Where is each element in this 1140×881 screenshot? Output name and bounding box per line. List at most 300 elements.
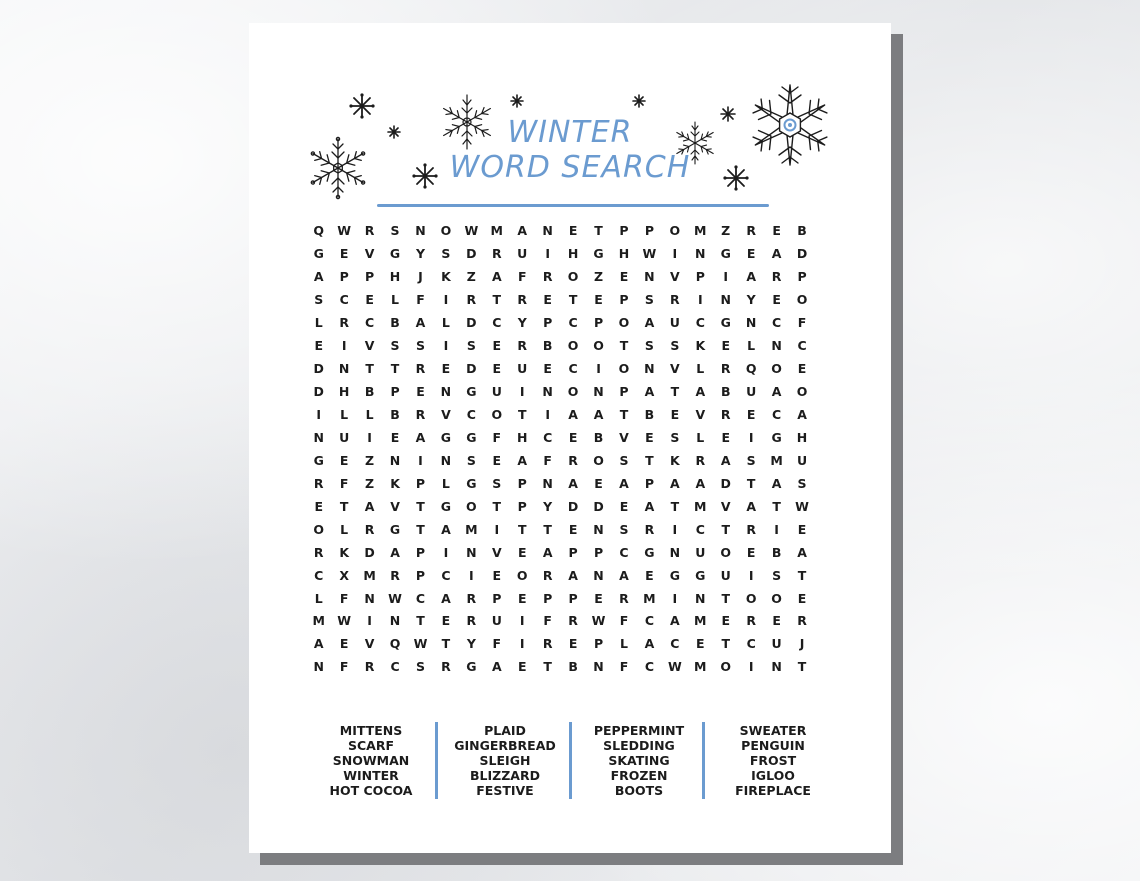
grid-letter: L — [747, 337, 756, 353]
grid-letter: B — [593, 429, 604, 445]
grid-letter: I — [341, 337, 347, 353]
grid-letter: C — [644, 613, 654, 629]
word-item: HOT COCOA — [329, 783, 413, 798]
grid-letter: T — [492, 291, 502, 307]
grid-letter: G — [313, 245, 324, 261]
grid-letter: R — [415, 360, 426, 376]
grid-letter: C — [619, 544, 629, 560]
grid-letter: P — [390, 383, 400, 399]
grid-letter: B — [797, 223, 807, 238]
grid-letter: Z — [365, 475, 375, 491]
word-item: FIREPLACE — [735, 783, 811, 798]
grid-letter: R — [568, 613, 578, 629]
grid-letter: F — [339, 659, 349, 675]
grid-letter: O — [720, 544, 732, 560]
grid-letter: A — [797, 544, 807, 560]
grid-letter: E — [365, 291, 374, 307]
grid-letter: C — [670, 636, 680, 652]
grid-letter: N — [542, 475, 553, 491]
grid-letter: S — [314, 291, 324, 307]
grid-letter: N — [389, 452, 401, 468]
grid-letter: S — [644, 291, 654, 307]
grid-letter: A — [619, 475, 629, 491]
grid-letter: O — [771, 360, 782, 376]
grid-letter: T — [517, 406, 527, 422]
grid-letter: E — [721, 429, 730, 445]
grid-letter: P — [339, 268, 349, 284]
grid-letter: O — [567, 337, 579, 353]
grid-letter: M — [770, 452, 783, 468]
grid-letter: V — [695, 406, 706, 422]
grid-letter: C — [644, 659, 654, 675]
grid-letter: G — [593, 245, 604, 261]
grid-letter: U — [796, 452, 808, 468]
grid-letter: A — [441, 590, 451, 606]
grid-letter: T — [568, 291, 578, 307]
grid-letter: A — [746, 268, 756, 284]
grid-letter: R — [720, 360, 731, 376]
grid-letter: C — [415, 590, 426, 606]
grid-letter: E — [339, 452, 349, 468]
grid-letter: T — [441, 636, 451, 652]
word-item: SNOWMAN — [332, 753, 410, 768]
grid-letter: T — [619, 337, 629, 353]
grid-letter: P — [568, 590, 578, 606]
grid-letter: R — [364, 659, 375, 675]
grid-letter: R — [644, 521, 655, 537]
grid-letter: P — [415, 567, 426, 583]
grid-letter: R — [517, 291, 528, 307]
grid-letter: F — [517, 268, 527, 284]
word-item: SLEDDING — [603, 738, 675, 753]
grid-letter: S — [466, 337, 476, 353]
grid-letter: C — [746, 636, 756, 652]
grid-letter: I — [443, 291, 449, 307]
grid-letter: T — [492, 498, 502, 514]
grid-letter: O — [771, 590, 782, 606]
word-column — [706, 723, 840, 798]
grid-letter: R — [339, 314, 349, 330]
grid-letter: S — [772, 567, 782, 583]
grid-letter: K — [390, 475, 400, 491]
grid-letter: F — [619, 613, 629, 629]
grid-letter: F — [619, 659, 629, 675]
grid-letter: E — [568, 636, 578, 652]
grid-letter: A — [568, 406, 578, 422]
grid-letter: Y — [466, 636, 476, 652]
grid-letter: Y — [415, 245, 425, 261]
grid-letter: A — [415, 429, 426, 445]
grid-letter: I — [519, 613, 525, 629]
grid-letter: C — [339, 291, 349, 307]
grid-letter: S — [415, 659, 425, 675]
grid-letter: P — [415, 544, 426, 560]
grid-letter: S — [670, 337, 680, 353]
grid-letter: I — [748, 429, 754, 445]
grid-letter: O — [796, 291, 808, 307]
grid-letter: C — [466, 406, 476, 422]
grid-letter: R — [619, 590, 629, 606]
grid-letter: F — [543, 452, 552, 468]
grid-letter: E — [492, 567, 502, 583]
grid-letter: D — [720, 475, 731, 491]
grid-letter: A — [364, 498, 375, 514]
grid-letter: B — [542, 337, 553, 353]
grid-letter: S — [670, 429, 680, 445]
word-item: SKATING — [608, 753, 670, 768]
grid-letter: T — [645, 452, 654, 468]
grid-letter: C — [772, 406, 782, 422]
grid-letter: E — [543, 360, 552, 376]
grid-letter: S — [797, 475, 807, 491]
grid-letter: P — [517, 498, 527, 514]
grid-letter: O — [745, 590, 757, 606]
grid-letter: S — [415, 337, 425, 353]
grid-letter: E — [492, 360, 502, 376]
grid-letter: H — [389, 268, 401, 284]
grid-letter: V — [390, 498, 400, 514]
grid-letter: E — [568, 223, 578, 238]
grid-letter: V — [720, 498, 731, 514]
grid-letter: E — [645, 567, 654, 583]
grid-letter: T — [797, 567, 807, 583]
grid-letter: G — [466, 659, 477, 675]
grid-letter: C — [365, 314, 375, 330]
grid-letter: R — [390, 567, 400, 583]
grid-letter: F — [492, 636, 502, 652]
grid-letter: D — [313, 360, 324, 376]
grid-letter: O — [618, 314, 630, 330]
grid-letter: V — [364, 636, 375, 652]
grid-letter: A — [491, 268, 502, 284]
grid-letter: E — [797, 521, 807, 537]
grid-letter: I — [519, 636, 525, 652]
grid-letter: R — [542, 567, 553, 583]
grid-letter: A — [644, 383, 655, 399]
grid-letter: A — [415, 314, 426, 330]
grid-letter: A — [720, 452, 731, 468]
grid-letter: O — [720, 659, 732, 675]
grid-letter: H — [796, 429, 808, 445]
grid-letter: R — [797, 613, 807, 629]
grid-letter: I — [748, 659, 754, 675]
grid-letter: D — [364, 544, 375, 560]
grid-letter: B — [390, 406, 400, 422]
grid-letter: P — [593, 544, 604, 560]
grid-letter: P — [517, 475, 527, 491]
grid-letter: Z — [466, 268, 476, 284]
grid-letter: N — [389, 613, 401, 629]
grid-letter: A — [593, 406, 604, 422]
grid-letter: G — [313, 452, 324, 468]
grid-letter: U — [491, 613, 502, 629]
grid-letter: A — [670, 613, 680, 629]
grid-letter: R — [746, 613, 756, 629]
grid-letter: R — [313, 544, 324, 560]
word-item: BLIZZARD — [470, 768, 540, 783]
grid-letter: F — [492, 429, 502, 445]
word-item: PLAID — [484, 723, 526, 738]
word-item: SLEIGH — [479, 753, 531, 768]
grid-letter: I — [367, 613, 372, 629]
grid-letter: F — [797, 314, 807, 330]
grid-letter: A — [771, 383, 782, 399]
grid-letter: I — [672, 521, 678, 537]
grid-letter: C — [797, 337, 807, 353]
grid-letter: N — [542, 383, 553, 399]
word-item: FROZEN — [610, 768, 668, 783]
grid-letter: O — [516, 567, 528, 583]
grid-letter: W — [591, 613, 606, 629]
grid-letter: E — [339, 636, 349, 652]
grid-letter: E — [517, 544, 527, 560]
grid-letter: A — [517, 452, 528, 468]
grid-letter: C — [492, 314, 502, 330]
grid-letter: C — [695, 314, 705, 330]
grid-letter: H — [516, 429, 528, 445]
grid-letter: I — [443, 544, 449, 560]
grid-letter: U — [339, 429, 350, 445]
grid-letter: P — [619, 223, 629, 238]
grid-letter: I — [443, 337, 449, 353]
grid-letter: A — [695, 475, 706, 491]
grid-letter: T — [721, 590, 730, 606]
grid-letter: L — [696, 429, 705, 445]
grid-letter: Y — [517, 314, 527, 330]
grid-letter: D — [567, 498, 579, 514]
grid-letter: D — [796, 245, 808, 261]
grid-letter: V — [619, 429, 629, 445]
word-column — [572, 723, 706, 798]
grid-letter: A — [313, 636, 324, 652]
grid-letter: O — [618, 360, 630, 376]
grid-letter: M — [694, 613, 707, 629]
grid-letter: I — [519, 383, 525, 399]
grid-letter: C — [568, 360, 578, 376]
grid-letter: Q — [313, 223, 325, 238]
grid-letter: V — [670, 268, 680, 284]
grid-letter: P — [797, 268, 807, 284]
grid-letter: A — [644, 314, 655, 330]
grid-letter: I — [723, 268, 729, 284]
grid-letter: X — [339, 567, 349, 583]
grid-letter: D — [313, 383, 324, 399]
word-column — [438, 723, 572, 798]
grid-letter: I — [672, 245, 678, 261]
grid-letter: J — [799, 636, 805, 652]
grid-letter: N — [695, 245, 706, 261]
grid-letter: R — [364, 521, 375, 537]
grid-letter: R — [466, 291, 477, 307]
grid-letter: I — [367, 429, 372, 445]
grid-letter: T — [797, 659, 807, 675]
grid-letter: K — [695, 337, 706, 353]
grid-letter: R — [415, 406, 426, 422]
grid-letter: S — [492, 475, 502, 491]
grid-letter: E — [594, 291, 603, 307]
grid-letter: M — [312, 613, 325, 629]
grid-letter: P — [593, 314, 604, 330]
grid-letter: E — [594, 590, 603, 606]
grid-letter: M — [694, 498, 707, 514]
word-column — [304, 723, 438, 798]
grid-letter: E — [797, 590, 807, 606]
grid-letter: L — [340, 521, 349, 537]
grid-letter: W — [388, 590, 402, 606]
grid-letter: I — [469, 567, 474, 583]
grid-letter: P — [568, 544, 578, 560]
grid-letter: T — [339, 498, 349, 514]
grid-letter: I — [545, 245, 550, 261]
grid-letter: Q — [745, 360, 757, 376]
worksheet-page — [249, 23, 891, 853]
grid-letter: P — [695, 268, 705, 284]
grid-letter: E — [594, 475, 603, 491]
grid-letter: V — [364, 337, 375, 353]
grid-letter: E — [492, 452, 502, 468]
grid-letter: I — [418, 452, 423, 468]
grid-letter: N — [313, 429, 324, 445]
grid-letter: U — [695, 544, 706, 560]
grid-letter: N — [720, 291, 731, 307]
grid-letter: T — [670, 498, 680, 514]
grid-letter: G — [644, 544, 655, 560]
grid-letter: D — [466, 245, 477, 261]
grid-letter: P — [619, 383, 629, 399]
grid-letter: W — [464, 223, 479, 238]
grid-letter: N — [338, 360, 350, 376]
grid-letter: V — [491, 544, 502, 560]
grid-letter: A — [390, 544, 400, 560]
grid-letter: G — [466, 475, 477, 491]
grid-letter: G — [669, 567, 680, 583]
grid-letter: E — [746, 245, 756, 261]
grid-letter: C — [695, 521, 705, 537]
title-line-2: WORD SEARCH — [449, 150, 691, 185]
grid-letter: N — [593, 659, 604, 675]
grid-letter: M — [694, 223, 707, 238]
grid-letter: B — [720, 383, 731, 399]
grid-letter: N — [313, 659, 324, 675]
word-item: BOOTS — [614, 783, 664, 798]
grid-letter: B — [364, 383, 375, 399]
grid-letter: O — [440, 223, 452, 238]
grid-letter: T — [670, 383, 680, 399]
grid-letter: I — [596, 360, 601, 376]
grid-letter: W — [337, 613, 352, 629]
grid-letter: T — [543, 521, 552, 537]
grid-letter: R — [542, 636, 553, 652]
grid-letter: R — [466, 613, 477, 629]
title-underline — [377, 204, 769, 207]
grid-letter: R — [670, 291, 680, 307]
grid-letter: F — [543, 613, 552, 629]
grid-letter: G — [695, 567, 706, 583]
grid-letter: T — [619, 406, 629, 422]
grid-letter: U — [517, 245, 528, 261]
grid-letter: W — [795, 498, 809, 514]
grid-letter: O — [466, 498, 477, 514]
grid-letter: K — [441, 268, 451, 284]
grid-letter: F — [339, 590, 349, 606]
grid-letter: H — [618, 245, 630, 261]
grid-letter: O — [567, 383, 579, 399]
grid-letter: S — [746, 452, 756, 468]
grid-letter: P — [415, 475, 426, 491]
grid-letter: N — [669, 544, 681, 560]
word-item: MITTENS — [339, 723, 403, 738]
grid-letter: T — [543, 659, 552, 675]
grid-letter: A — [644, 636, 655, 652]
grid-letter: Z — [365, 452, 375, 468]
grid-letter: E — [721, 613, 730, 629]
grid-letter: T — [517, 521, 527, 537]
grid-letter: L — [314, 314, 323, 330]
grid-letter: P — [365, 268, 375, 284]
grid-letter: A — [644, 498, 655, 514]
grid-letter: T — [721, 521, 730, 537]
grid-letter: R — [720, 406, 731, 422]
grid-letter: L — [391, 291, 400, 307]
grid-letter: G — [389, 245, 401, 261]
grid-letter: A — [313, 268, 324, 284]
grid-letter: D — [593, 498, 604, 514]
grid-letter: H — [338, 383, 350, 399]
grid-letter: S — [644, 337, 654, 353]
grid-letter: R — [517, 337, 528, 353]
grid-letter: K — [339, 544, 349, 560]
grid-letter: T — [772, 498, 781, 514]
grid-letter: E — [746, 544, 756, 560]
grid-letter: N — [440, 452, 452, 468]
grid-letter: W — [413, 636, 428, 652]
sparkle-star-icon — [631, 93, 647, 109]
grid-letter: A — [670, 475, 680, 491]
grid-letter: T — [416, 498, 425, 514]
grid-letter: A — [441, 521, 451, 537]
grid-letter: U — [720, 567, 731, 583]
grid-letter: V — [364, 245, 375, 261]
grid-letter: A — [771, 475, 782, 491]
grid-letter: N — [593, 521, 604, 537]
grid-letter: U — [771, 636, 782, 652]
grid-letter: I — [494, 521, 500, 537]
grid-letter: F — [339, 475, 349, 491]
grid-letter: P — [543, 590, 553, 606]
grid-letter: B — [771, 544, 782, 560]
grid-letter: L — [314, 590, 323, 606]
grid-letter: B — [390, 314, 400, 330]
grid-letter: V — [670, 360, 680, 376]
grid-letter: G — [466, 383, 477, 399]
grid-letter: T — [390, 360, 400, 376]
grid-letter: R — [695, 452, 706, 468]
grid-letter: L — [365, 406, 374, 422]
grid-letter: Y — [543, 498, 553, 514]
word-item: GINGERBREAD — [454, 738, 556, 753]
grid-letter: C — [543, 429, 553, 445]
grid-letter: I — [316, 406, 322, 422]
grid-letter: E — [619, 268, 629, 284]
grid-letter: R — [491, 245, 502, 261]
grid-letter: O — [491, 406, 503, 422]
grid-letter: G — [440, 429, 452, 445]
word-item: IGLOO — [751, 768, 795, 783]
grid-letter: E — [797, 360, 807, 376]
grid-letter: E — [441, 613, 451, 629]
grid-letter: S — [441, 245, 451, 261]
grid-letter: A — [746, 498, 756, 514]
